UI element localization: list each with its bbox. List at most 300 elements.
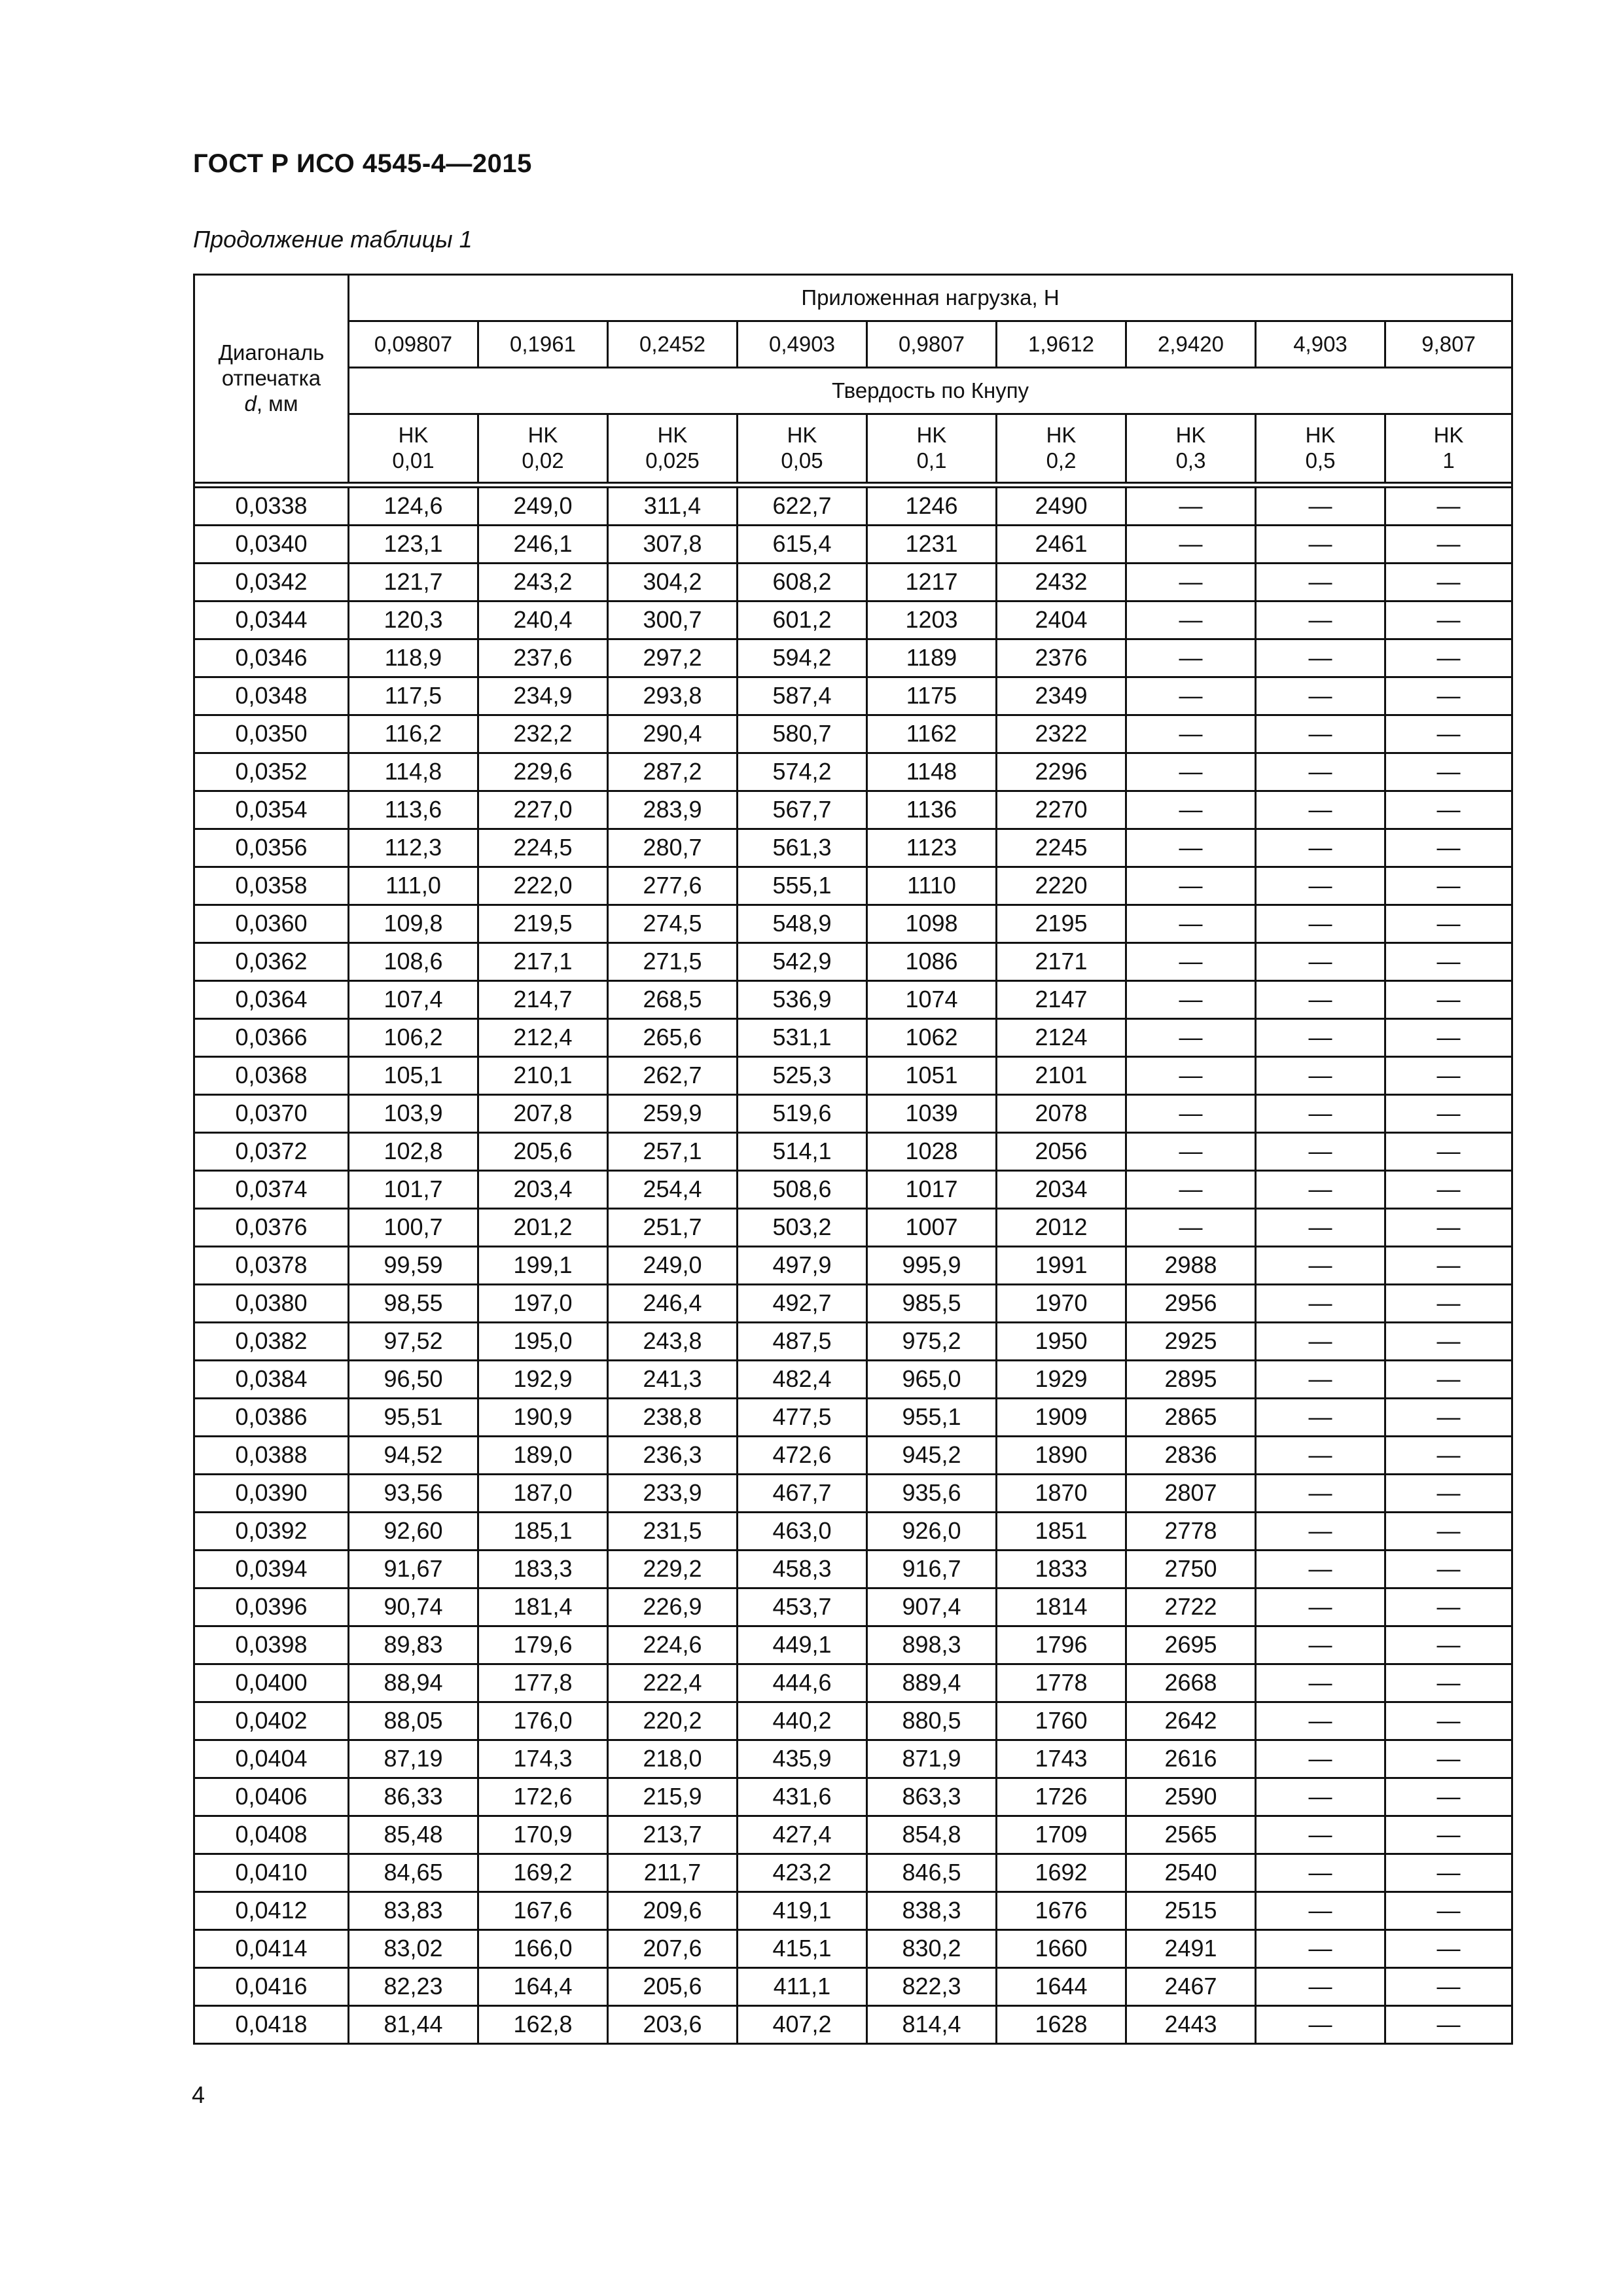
hardness-value-cell: —	[1256, 1551, 1385, 1588]
hardness-value-cell: 907,4	[867, 1588, 997, 1626]
hardness-value-cell: 846,5	[867, 1854, 997, 1892]
hardness-value-cell: 190,9	[478, 1399, 608, 1437]
diagonal-value-cell: 0,0378	[194, 1247, 349, 1285]
hardness-value-cell: —	[1256, 526, 1385, 564]
hardness-value-cell: 83,83	[349, 1892, 478, 1930]
hardness-value-cell: 218,0	[608, 1740, 738, 1778]
diagonal-value-cell: 0,0346	[194, 639, 349, 677]
diagonal-value-cell: 0,0356	[194, 829, 349, 867]
hardness-value-cell: 94,52	[349, 1437, 478, 1475]
hardness-value-cell: 1051	[867, 1057, 997, 1095]
hardness-value-cell: 2461	[997, 526, 1126, 564]
hardness-value-cell: 542,9	[738, 943, 867, 981]
hardness-value-cell: 254,4	[608, 1171, 738, 1209]
hardness-value-cell: 1909	[997, 1399, 1126, 1437]
table-continuation-caption: Продолжение таблицы 1	[193, 226, 473, 253]
table-row	[194, 1323, 1512, 1361]
hardness-value-cell: —	[1256, 1930, 1385, 1968]
hardness-value-cell: 213,7	[608, 1816, 738, 1854]
hardness-value-cell: —	[1385, 1702, 1512, 1740]
hardness-scale-cell	[867, 414, 997, 483]
scale-value: 0,02	[522, 448, 564, 473]
diagonal-label-line2: отпечатка	[221, 366, 321, 391]
hardness-value-cell: 181,4	[478, 1588, 608, 1626]
load-value-cell: 9,807	[1385, 321, 1512, 368]
hardness-value-cell: 2078	[997, 1095, 1126, 1133]
hardness-value-cell: 210,1	[478, 1057, 608, 1095]
hardness-value-cell: 249,0	[608, 1247, 738, 1285]
hardness-value-cell: —	[1256, 981, 1385, 1019]
hardness-value-cell: 113,6	[349, 791, 478, 829]
hardness-value-cell: 458,3	[738, 1551, 867, 1588]
diagonal-value-cell: 0,0372	[194, 1133, 349, 1171]
hardness-value-cell: 81,44	[349, 2006, 478, 2044]
hardness-value-cell: 95,51	[349, 1399, 478, 1437]
hardness-value-cell: 91,67	[349, 1551, 478, 1588]
hardness-value-cell: —	[1385, 791, 1512, 829]
diagonal-label-line1: Диагональ	[218, 340, 325, 365]
table-row	[194, 1133, 1512, 1171]
hardness-value-cell: 1814	[997, 1588, 1126, 1626]
hardness-value-cell: 1692	[997, 1854, 1126, 1892]
hardness-value-cell: 561,3	[738, 829, 867, 867]
hardness-value-cell: 1660	[997, 1930, 1126, 1968]
hardness-scale-cell	[1256, 414, 1385, 483]
hardness-value-cell: 205,6	[608, 1968, 738, 2006]
hardness-value-cell: 1017	[867, 1171, 997, 1209]
hardness-value-cell: —	[1126, 829, 1256, 867]
hardness-value-cell: —	[1385, 1930, 1512, 1968]
hardness-value-cell: 548,9	[738, 905, 867, 943]
hardness-value-cell: —	[1126, 1095, 1256, 1133]
diagonal-value-cell: 0,0382	[194, 1323, 349, 1361]
hardness-value-cell: 187,0	[478, 1475, 608, 1513]
diagonal-column-header	[194, 275, 349, 483]
header-spacer-row	[194, 483, 1512, 488]
hardness-value-cell: 217,1	[478, 943, 608, 981]
hardness-value-cell: 88,94	[349, 1664, 478, 1702]
hardness-value-cell: 435,9	[738, 1740, 867, 1778]
hardness-scale-cell	[1126, 414, 1256, 483]
hardness-value-cell: 536,9	[738, 981, 867, 1019]
hardness-value-cell: 82,23	[349, 1968, 478, 2006]
hardness-value-cell: —	[1256, 1399, 1385, 1437]
hardness-value-cell: 2056	[997, 1133, 1126, 1171]
hardness-value-cell: 103,9	[349, 1095, 478, 1133]
hardness-value-cell: 1950	[997, 1323, 1126, 1361]
hardness-value-cell: 1743	[997, 1740, 1126, 1778]
hardness-value-cell: 189,0	[478, 1437, 608, 1475]
hardness-value-cell: 271,5	[608, 943, 738, 981]
hardness-value-cell: 93,56	[349, 1475, 478, 1513]
hardness-value-cell: 209,6	[608, 1892, 738, 1930]
hardness-value-cell: 2895	[1126, 1361, 1256, 1399]
hardness-value-cell: 167,6	[478, 1892, 608, 1930]
hardness-value-cell: 1644	[997, 1968, 1126, 2006]
hardness-value-cell: 164,4	[478, 1968, 608, 2006]
hardness-value-cell: —	[1385, 1361, 1512, 1399]
hardness-value-cell: 259,9	[608, 1095, 738, 1133]
hardness-value-cell: 2034	[997, 1171, 1126, 1209]
hardness-value-cell: 107,4	[349, 981, 478, 1019]
table-row	[194, 1513, 1512, 1551]
hardness-value-cell: 207,6	[608, 1930, 738, 1968]
table-row	[194, 526, 1512, 564]
hardness-value-cell: 2322	[997, 715, 1126, 753]
hardness-value-cell: —	[1256, 1588, 1385, 1626]
hardness-value-cell: —	[1126, 526, 1256, 564]
hardness-value-cell: 594,2	[738, 639, 867, 677]
hardness-value-cell: 1246	[867, 488, 997, 526]
hardness-value-cell: 1007	[867, 1209, 997, 1247]
hardness-value-cell: 234,9	[478, 677, 608, 715]
hardness-value-cell: 477,5	[738, 1399, 867, 1437]
hardness-value-cell: 2171	[997, 943, 1126, 981]
hardness-value-cell: 293,8	[608, 677, 738, 715]
hardness-value-cell: 174,3	[478, 1740, 608, 1778]
scale-value: 0,01	[392, 448, 435, 473]
hardness-value-cell: 975,2	[867, 1323, 997, 1361]
hardness-value-cell: 880,5	[867, 1702, 997, 1740]
hardness-value-cell: 105,1	[349, 1057, 478, 1095]
hardness-value-cell: 249,0	[478, 488, 608, 526]
hardness-value-cell: 519,6	[738, 1095, 867, 1133]
hardness-value-cell: 219,5	[478, 905, 608, 943]
hardness-value-cell: 1110	[867, 867, 997, 905]
hardness-value-cell: 1086	[867, 943, 997, 981]
hardness-value-cell: 2349	[997, 677, 1126, 715]
hardness-value-cell: 197,0	[478, 1285, 608, 1323]
load-value-cell: 0,4903	[738, 321, 867, 368]
table-row	[194, 905, 1512, 943]
hardness-value-cell: —	[1256, 1437, 1385, 1475]
scale-symbol: HK	[1305, 423, 1336, 448]
hardness-value-cell: 2668	[1126, 1664, 1256, 1702]
hardness-value-cell: —	[1385, 943, 1512, 981]
hardness-value-cell: —	[1385, 1892, 1512, 1930]
hardness-value-cell: 1870	[997, 1475, 1126, 1513]
table-row	[194, 1892, 1512, 1930]
hardness-value-cell: 411,1	[738, 1968, 867, 2006]
hardness-value-cell: 926,0	[867, 1513, 997, 1551]
diagonal-value-cell: 0,0398	[194, 1626, 349, 1664]
hardness-value-cell: —	[1256, 1209, 1385, 1247]
hardness-value-cell: 514,1	[738, 1133, 867, 1171]
hardness-value-cell: 88,05	[349, 1702, 478, 1740]
hardness-value-cell: —	[1126, 1019, 1256, 1057]
hardness-value-cell: —	[1256, 601, 1385, 639]
table-row	[194, 715, 1512, 753]
hardness-value-cell: 226,9	[608, 1588, 738, 1626]
hardness-value-cell: —	[1385, 677, 1512, 715]
hardness-value-cell: 2722	[1126, 1588, 1256, 1626]
hardness-value-cell: —	[1385, 1551, 1512, 1588]
table-row	[194, 981, 1512, 1019]
hardness-value-cell: —	[1385, 639, 1512, 677]
hardness-value-cell: 1760	[997, 1702, 1126, 1740]
hardness-value-cell: 162,8	[478, 2006, 608, 2044]
hardness-value-cell: —	[1385, 1475, 1512, 1513]
hardness-value-cell: —	[1256, 564, 1385, 601]
hardness-value-cell: 268,5	[608, 981, 738, 1019]
hardness-value-cell: 246,1	[478, 526, 608, 564]
load-values-row	[194, 321, 1512, 368]
hardness-value-cell: 170,9	[478, 1816, 608, 1854]
diagonal-value-cell: 0,0416	[194, 1968, 349, 2006]
hardness-value-cell: 101,7	[349, 1171, 478, 1209]
hardness-value-cell: 86,33	[349, 1778, 478, 1816]
hardness-value-cell: 274,5	[608, 905, 738, 943]
scale-value: 0,025	[645, 448, 700, 473]
hardness-value-cell: 1175	[867, 677, 997, 715]
hardness-value-cell: 311,4	[608, 488, 738, 526]
hardness-value-cell: —	[1385, 1854, 1512, 1892]
hardness-value-cell: 449,1	[738, 1626, 867, 1664]
hardness-value-cell: —	[1256, 1057, 1385, 1095]
hardness-value-cell: 2432	[997, 564, 1126, 601]
hardness-value-cell: 2836	[1126, 1437, 1256, 1475]
hardness-value-cell: 241,3	[608, 1361, 738, 1399]
hardness-value-cell: 290,4	[608, 715, 738, 753]
scale-symbol: HK	[657, 423, 688, 448]
hardness-value-cell: —	[1256, 753, 1385, 791]
table-row	[194, 488, 1512, 526]
hardness-value-cell: 176,0	[478, 1702, 608, 1740]
hardness-value-cell: —	[1385, 1285, 1512, 1323]
hardness-value-cell: 497,9	[738, 1247, 867, 1285]
diagonal-value-cell: 0,0404	[194, 1740, 349, 1778]
hardness-value-cell: 2925	[1126, 1323, 1256, 1361]
hardness-value-cell: —	[1256, 1019, 1385, 1057]
table-row	[194, 753, 1512, 791]
hardness-value-cell: 102,8	[349, 1133, 478, 1171]
hardness-value-cell: 123,1	[349, 526, 478, 564]
diagonal-value-cell: 0,0396	[194, 1588, 349, 1626]
hardness-value-cell: 574,2	[738, 753, 867, 791]
hardness-value-cell: —	[1385, 981, 1512, 1019]
hardness-value-cell: 1148	[867, 753, 997, 791]
hardness-value-cell: 1778	[997, 1664, 1126, 1702]
scale-symbol: HK	[1433, 423, 1464, 448]
table-header	[194, 275, 1512, 483]
hardness-value-cell: 251,7	[608, 1209, 738, 1247]
hardness-value-cell: 945,2	[867, 1437, 997, 1475]
hardness-value-cell: —	[1126, 1133, 1256, 1171]
diagonal-value-cell: 0,0366	[194, 1019, 349, 1057]
hardness-value-cell: —	[1385, 867, 1512, 905]
hardness-value-cell: 1028	[867, 1133, 997, 1171]
hardness-value-cell: —	[1256, 1323, 1385, 1361]
hardness-value-cell: 106,2	[349, 1019, 478, 1057]
hardness-value-cell: 871,9	[867, 1740, 997, 1778]
hardness-value-cell: —	[1385, 488, 1512, 526]
hardness-value-cell: 179,6	[478, 1626, 608, 1664]
diagonal-value-cell: 0,0412	[194, 1892, 349, 1930]
hardness-value-cell: —	[1256, 829, 1385, 867]
hardness-value-cell: —	[1256, 1626, 1385, 1664]
hardness-value-cell: —	[1256, 791, 1385, 829]
scale-value: 0,1	[916, 448, 947, 473]
diagonal-value-cell: 0,0386	[194, 1399, 349, 1437]
hardness-value-cell: 2443	[1126, 2006, 1256, 2044]
hardness-value-cell: 472,6	[738, 1437, 867, 1475]
hardness-value-cell: —	[1256, 1740, 1385, 1778]
hardness-value-cell: 2865	[1126, 1399, 1256, 1437]
hardness-value-cell: 1039	[867, 1095, 997, 1133]
hardness-value-cell: 525,3	[738, 1057, 867, 1095]
hardness-value-cell: 1203	[867, 601, 997, 639]
table-row	[194, 1664, 1512, 1702]
hardness-value-cell: —	[1256, 1778, 1385, 1816]
hardness-value-cell: —	[1385, 526, 1512, 564]
hardness-value-cell: 814,4	[867, 2006, 997, 2044]
hardness-value-cell: —	[1256, 905, 1385, 943]
hardness-value-cell: —	[1385, 1437, 1512, 1475]
hardness-value-cell: 995,9	[867, 1247, 997, 1285]
table-row	[194, 867, 1512, 905]
diagonal-value-cell: 0,0364	[194, 981, 349, 1019]
hardness-value-cell: 1833	[997, 1551, 1126, 1588]
hardness-value-cell: 183,3	[478, 1551, 608, 1588]
hardness-value-cell: 2590	[1126, 1778, 1256, 1816]
hardness-value-cell: 492,7	[738, 1285, 867, 1323]
hardness-value-cell: —	[1126, 943, 1256, 981]
diagonal-value-cell: 0,0370	[194, 1095, 349, 1133]
diagonal-value-cell: 0,0388	[194, 1437, 349, 1475]
hardness-value-cell: 419,1	[738, 1892, 867, 1930]
hardness-value-cell: 1851	[997, 1513, 1126, 1551]
diagonal-value-cell: 0,0350	[194, 715, 349, 753]
table-row	[194, 1475, 1512, 1513]
hardness-value-cell: 2376	[997, 639, 1126, 677]
hardness-value-cell: 1676	[997, 1892, 1126, 1930]
hardness-value-cell: 89,83	[349, 1626, 478, 1664]
diagonal-value-cell: 0,0340	[194, 526, 349, 564]
hardness-value-cell: 238,8	[608, 1399, 738, 1437]
hardness-value-cell: —	[1385, 1588, 1512, 1626]
document-title: ГОСТ Р ИСО 4545-4—2015	[193, 149, 532, 178]
table-row	[194, 1968, 1512, 2006]
hardness-value-cell: 2012	[997, 1209, 1126, 1247]
hardness-value-cell: 965,0	[867, 1361, 997, 1399]
hardness-value-cell: 166,0	[478, 1930, 608, 1968]
hardness-scale-cell	[997, 414, 1126, 483]
hardness-value-cell: 2956	[1126, 1285, 1256, 1323]
hardness-value-cell: 615,4	[738, 526, 867, 564]
diagonal-value-cell: 0,0376	[194, 1209, 349, 1247]
hardness-value-cell: 463,0	[738, 1513, 867, 1551]
hardness-value-cell: 2565	[1126, 1816, 1256, 1854]
hardness-value-cell: 90,74	[349, 1588, 478, 1626]
hardness-value-cell: —	[1385, 1057, 1512, 1095]
hardness-value-cell: 531,1	[738, 1019, 867, 1057]
hardness-value-cell: 224,6	[608, 1626, 738, 1664]
hardness-value-cell: 1162	[867, 715, 997, 753]
hardness-scale-cell	[608, 414, 738, 483]
hardness-value-cell: 1628	[997, 2006, 1126, 2044]
hardness-value-cell: 215,9	[608, 1778, 738, 1816]
hardness-value-cell: 444,6	[738, 1664, 867, 1702]
hardness-value-cell: 1217	[867, 564, 997, 601]
hardness-value-cell: 201,2	[478, 1209, 608, 1247]
scale-symbol: HK	[916, 423, 947, 448]
hardness-value-cell: 863,3	[867, 1778, 997, 1816]
table-row	[194, 1247, 1512, 1285]
hardness-value-cell: 1189	[867, 639, 997, 677]
hardness-value-cell: 92,60	[349, 1513, 478, 1551]
hardness-value-cell: 277,6	[608, 867, 738, 905]
hardness-scale-cell	[1385, 414, 1512, 483]
diagonal-label-variable: d	[244, 391, 257, 416]
hardness-value-cell: 172,6	[478, 1778, 608, 1816]
table-row	[194, 1588, 1512, 1626]
knoop-hardness-header: Твердость по Кнупу	[349, 368, 1512, 414]
table-row	[194, 1816, 1512, 1854]
hardness-value-cell: 2245	[997, 829, 1126, 867]
table-row	[194, 1778, 1512, 1816]
diagonal-value-cell: 0,0394	[194, 1551, 349, 1588]
scale-value: 0,5	[1305, 448, 1336, 473]
hardness-value-cell: 199,1	[478, 1247, 608, 1285]
table-row	[194, 1626, 1512, 1664]
diagonal-value-cell: 0,0410	[194, 1854, 349, 1892]
hardness-value-cell: 231,5	[608, 1513, 738, 1551]
hardness-value-cell: 85,48	[349, 1816, 478, 1854]
hardness-value-cell: 2778	[1126, 1513, 1256, 1551]
scale-value: 1	[1442, 448, 1455, 473]
load-value-cell: 2,9420	[1126, 321, 1256, 368]
hardness-value-cell: —	[1256, 1854, 1385, 1892]
diagonal-value-cell: 0,0408	[194, 1816, 349, 1854]
hardness-value-cell: 608,2	[738, 564, 867, 601]
hardness-value-cell: 304,2	[608, 564, 738, 601]
hardness-value-cell: 114,8	[349, 753, 478, 791]
hardness-value-cell: 1074	[867, 981, 997, 1019]
hardness-value-cell: 2270	[997, 791, 1126, 829]
hardness-value-cell: —	[1126, 981, 1256, 1019]
hardness-value-cell: 2296	[997, 753, 1126, 791]
hardness-value-cell: 1970	[997, 1285, 1126, 1323]
hardness-value-cell: —	[1256, 1968, 1385, 2006]
hardness-value-cell: 240,4	[478, 601, 608, 639]
hardness-value-cell: —	[1256, 1247, 1385, 1285]
hardness-value-cell: 898,3	[867, 1626, 997, 1664]
hardness-value-cell: 96,50	[349, 1361, 478, 1399]
table-row	[194, 1361, 1512, 1399]
hardness-value-cell: 262,7	[608, 1057, 738, 1095]
hardness-value-cell: 1890	[997, 1437, 1126, 1475]
diagonal-value-cell: 0,0384	[194, 1361, 349, 1399]
hardness-value-cell: —	[1256, 1892, 1385, 1930]
hardness-value-cell: 838,3	[867, 1892, 997, 1930]
hardness-value-cell: 121,7	[349, 564, 478, 601]
hardness-value-cell: 229,6	[478, 753, 608, 791]
hardness-value-cell: 243,2	[478, 564, 608, 601]
hardness-value-cell: 220,2	[608, 1702, 738, 1740]
hardness-value-cell: 2404	[997, 601, 1126, 639]
hardness-value-cell: 236,3	[608, 1437, 738, 1475]
hardness-value-cell: 503,2	[738, 1209, 867, 1247]
table-row	[194, 677, 1512, 715]
hardness-value-cell: 567,7	[738, 791, 867, 829]
diagonal-value-cell: 0,0392	[194, 1513, 349, 1551]
hardness-value-cell: 212,4	[478, 1019, 608, 1057]
hardness-value-cell: 854,8	[867, 1816, 997, 1854]
hardness-value-cell: —	[1385, 1095, 1512, 1133]
table-row	[194, 1095, 1512, 1133]
hardness-scale-cell	[738, 414, 867, 483]
hardness-value-cell: 246,4	[608, 1285, 738, 1323]
